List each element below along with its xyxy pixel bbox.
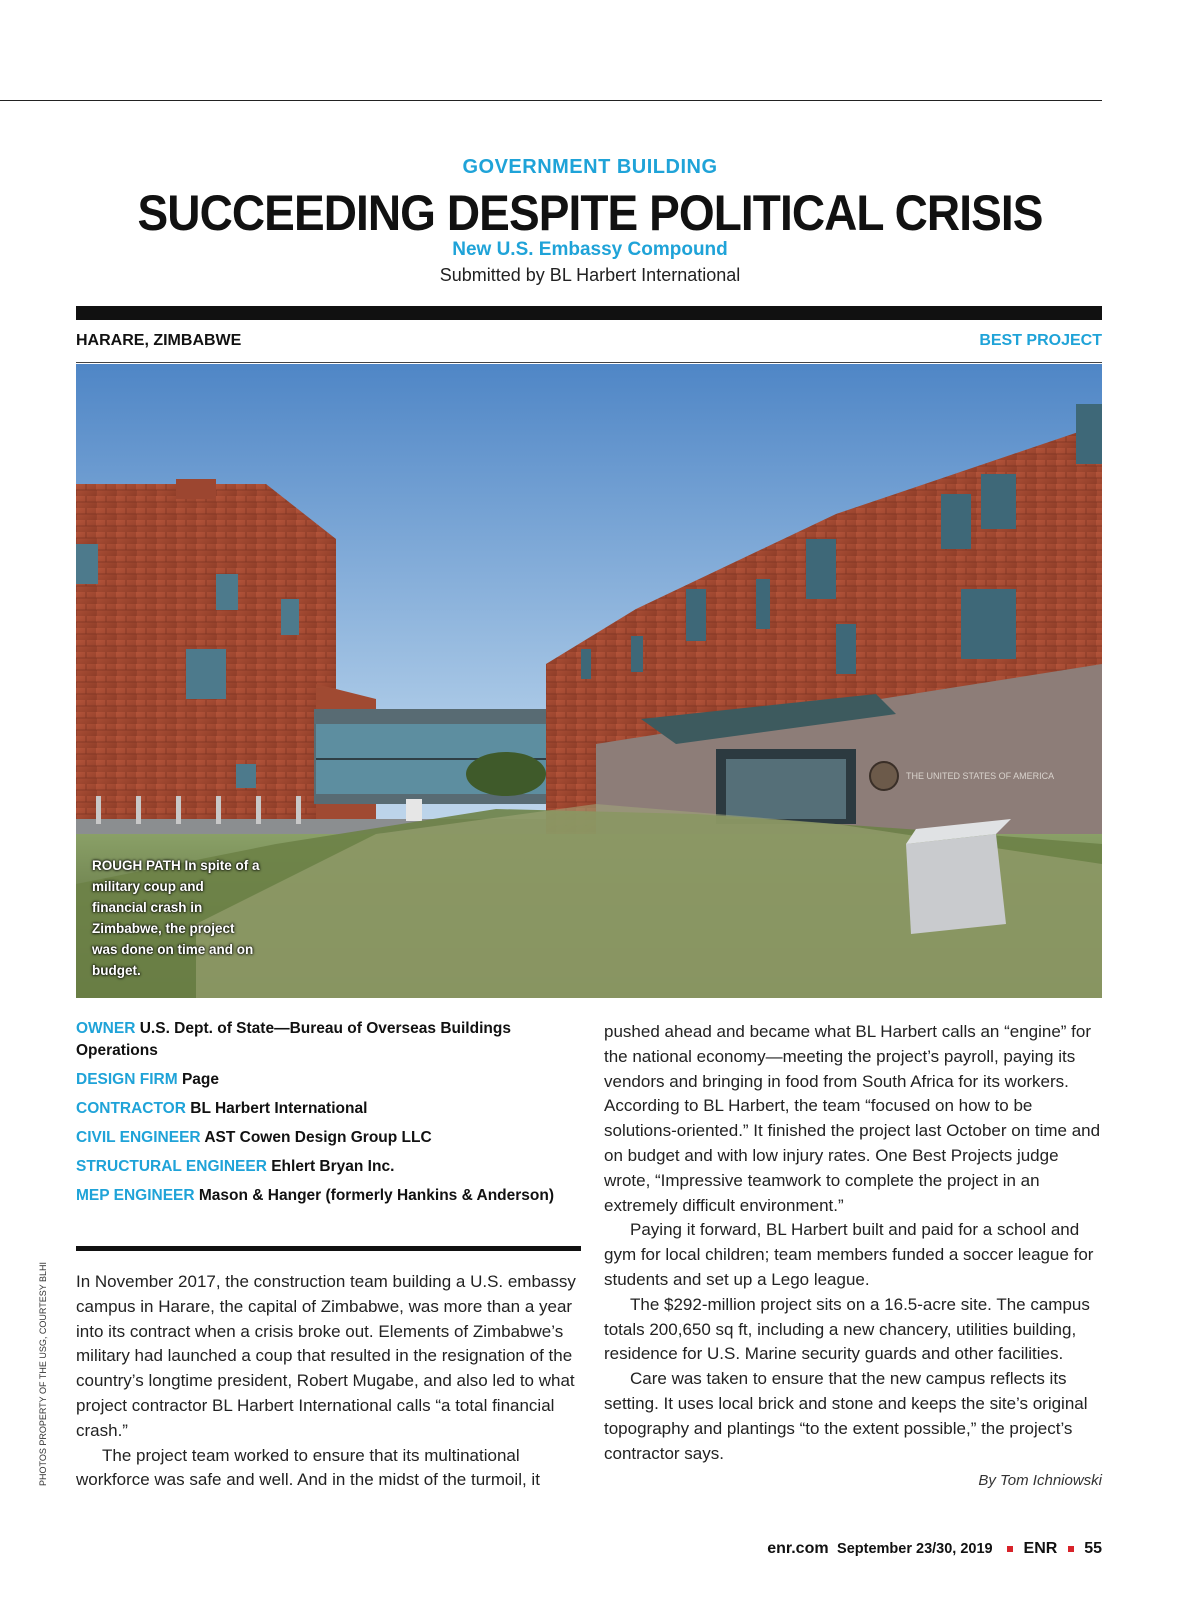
top-rule	[0, 100, 1102, 101]
article-paragraph: In November 2017, the construction team building a U.S. embassy campus in Harare, the capital of Zimbabwe, was more than a year into its contract when a crisis broke out. Elements of Zimbabwe’s military had launched a coup that resulted in the resignation of the country’s longtime president, Robert Mugabe, and also led to what project contractor BL Harbert International calls “a total financial crash.”	[76, 1272, 576, 1440]
credit-role: CONTRACTOR	[76, 1100, 186, 1117]
article-paragraph: The project team worked to ensure that its multinational workforce was safe and well. And in the midst of the turmoil, it	[76, 1445, 540, 1490]
credit-name: U.S. Dept. of State—Bureau of Overseas Buildings Operations	[76, 1020, 511, 1059]
article-paragraph: Paying it forward, BL Harbert built and paid for a school and gym for local children; team members funded a soccer league for students and set up a Lego league.	[604, 1220, 1094, 1289]
page-number: 55	[1084, 1540, 1102, 1557]
article-paragraph: Care was taken to ensure that the new campus reflects its setting. It uses local brick and stone and keeps the site’s original topography and plantings “to the extent possible,” the project’s contractor says.	[604, 1369, 1088, 1463]
credit-role: DESIGN FIRM	[76, 1071, 178, 1088]
footer-magazine: ENR	[1023, 1540, 1058, 1557]
footer-date: September 23/30, 2019	[837, 1541, 993, 1557]
photo-caption: ROUGH PATH In spite of a military coup and financial crash in Zimbabwe, the project was done on time and on budget.	[92, 858, 260, 978]
credit-civil-engineer	[76, 1127, 581, 1149]
credit-structural-engineer	[76, 1156, 581, 1178]
credit-name: AST Cowen Design Group LLC	[204, 1129, 432, 1146]
article-column-left	[76, 1270, 581, 1493]
article-column-right	[604, 1020, 1102, 1466]
byline: By Tom Ichniowski	[978, 1472, 1102, 1489]
credit-owner	[76, 1018, 581, 1062]
credits-divider	[76, 1246, 581, 1251]
credit-role: STRUCTURAL ENGINEER	[76, 1158, 267, 1175]
facade-lettering: THE UNITED STATES OF AMERICA	[906, 771, 1055, 781]
credit-name: Ehlert Bryan Inc.	[271, 1158, 395, 1175]
credit-role: OWNER	[76, 1020, 136, 1037]
section-kicker: GOVERNMENT BUILDING	[462, 156, 718, 178]
award-label: BEST PROJECT	[979, 332, 1102, 349]
page-footer	[767, 1540, 1102, 1558]
article-paragraph: The $292-million project sits on a 16.5-acre site. The campus totals 200,650 sq ft, including a new chancery, utilities building, residence for U.S. Marine security guards and other facilities.	[604, 1294, 1090, 1364]
credit-name: BL Harbert International	[190, 1100, 368, 1117]
credit-name: Page	[181, 1071, 219, 1088]
headline: SUCCEEDING DESPITE POLITICAL CRISIS	[137, 185, 1043, 241]
footer-site: enr.com	[767, 1540, 829, 1557]
header-bar	[76, 306, 1102, 320]
photo-top-rule	[76, 362, 1102, 363]
credit-role: MEP ENGINEER	[76, 1187, 195, 1204]
article-paragraph: pushed ahead and became what BL Harbert calls an “engine” for the national economy—meeting the project’s payroll, paying its vendors and bringing in food from South Africa for its workers. According to BL Harbert, the team “focused on how to be solutions-oriented.” It finished the project last October on time and on budget and with low injury rates. One Best Projects judge wrote, “Impressive teamwork to complete the project in an extremely difficult environment.”	[604, 1022, 1101, 1215]
credit-mep-engineer	[76, 1185, 581, 1207]
subhead: New U.S. Embassy Compound	[452, 239, 728, 260]
project-credits	[76, 1018, 581, 1214]
credit-design-firm	[76, 1069, 581, 1091]
credit-contractor	[76, 1098, 581, 1120]
submitted-by: Submitted by BL Harbert International	[439, 265, 741, 285]
footer-square-icon	[1068, 1546, 1074, 1552]
location-label: HARARE, ZIMBABWE	[76, 332, 242, 349]
photo-credit: PHOTOS PROPERTY OF THE USG, COURTESY BLHI	[38, 1261, 48, 1486]
credit-role: CIVIL ENGINEER	[76, 1129, 201, 1146]
credit-name: Mason & Hanger (formerly Hankins & Anderson)	[198, 1187, 555, 1204]
footer-square-icon	[1007, 1546, 1013, 1552]
